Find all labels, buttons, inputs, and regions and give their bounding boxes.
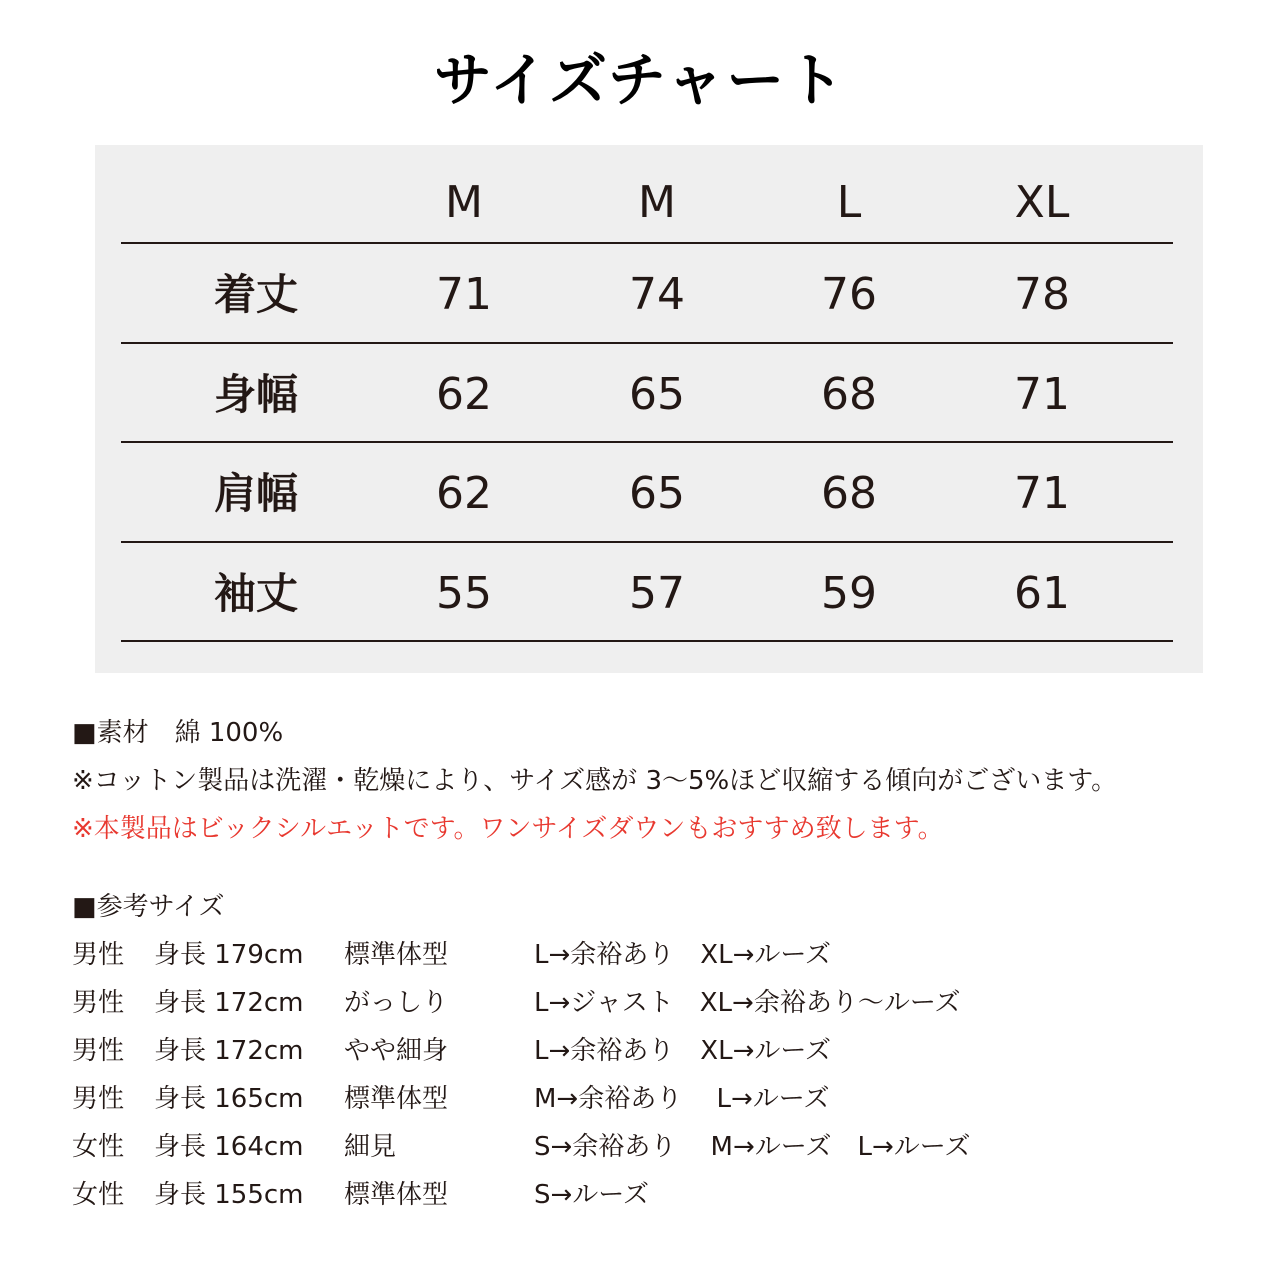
table-cell: 65 <box>629 369 685 420</box>
table-row <box>121 444 1173 543</box>
bigsilhouette-warning: ※本製品はビックシルエットです。ワンサイズダウンもおすすめ致します。 <box>72 814 944 844</box>
table-cell: 76 <box>821 269 877 320</box>
reference-height: 身長 155cm <box>154 1180 304 1210</box>
reference-row <box>72 1075 1222 1123</box>
reference-row <box>72 1123 1222 1171</box>
reference-height: 身長 164cm <box>154 1132 304 1162</box>
row-label: 身幅 <box>213 370 298 419</box>
row-label: 着丈 <box>213 270 298 319</box>
reference-fit: L→ジャスト XL→余裕あり〜ルーズ <box>534 988 961 1018</box>
column-header: M <box>638 177 676 228</box>
row-label: 肩幅 <box>213 469 298 518</box>
table-cell: 61 <box>1014 568 1070 619</box>
table-divider <box>121 441 1173 443</box>
table-cell: 62 <box>436 369 492 420</box>
table-row <box>121 544 1173 643</box>
reference-row <box>72 931 1222 979</box>
reference-gender: 男性 <box>72 940 125 970</box>
row-label: 袖丈 <box>213 569 298 618</box>
reference-fit: S→ルーズ <box>534 1180 649 1210</box>
table-cell: 59 <box>821 568 877 619</box>
table-row <box>121 245 1173 344</box>
reference-fit: L→余裕あり XL→ルーズ <box>534 940 832 970</box>
reference-fit: S→余裕あり M→ルーズ L→ルーズ <box>534 1132 971 1162</box>
reference-gender: 男性 <box>72 988 125 1018</box>
shrink-note: ※コットン製品は洗濯・乾燥により、サイズ感が 3〜5%ほど収縮する傾向がございます。 <box>72 766 1118 796</box>
material-note: ■素材 綿 100% <box>72 718 284 748</box>
reference-body-type: やや細身 <box>344 1036 449 1066</box>
reference-body-type: がっしり <box>344 988 449 1018</box>
table-cell: 65 <box>629 468 685 519</box>
reference-gender: 男性 <box>72 1036 125 1066</box>
reference-row <box>72 1027 1222 1075</box>
reference-body-type: 標準体型 <box>344 1180 449 1210</box>
reference-body-type: 細見 <box>344 1132 397 1162</box>
page-title: サイズチャート <box>433 46 847 114</box>
table-divider <box>121 342 1173 344</box>
table-cell: 71 <box>1014 468 1070 519</box>
table-cell: 78 <box>1014 269 1070 320</box>
table-divider <box>121 640 1173 642</box>
table-cell: 68 <box>821 468 877 519</box>
reference-gender: 男性 <box>72 1084 125 1114</box>
reference-heading: ■参考サイズ <box>72 892 225 922</box>
reference-row <box>72 1171 1222 1219</box>
table-cell: 68 <box>821 369 877 420</box>
reference-fit: M→余裕あり L→ルーズ <box>534 1084 830 1114</box>
table-row <box>121 345 1173 444</box>
table-header-row <box>121 153 1173 252</box>
table-cell: 62 <box>436 468 492 519</box>
table-cell: 55 <box>436 568 492 619</box>
reference-gender: 女性 <box>72 1180 125 1210</box>
reference-gender: 女性 <box>72 1132 125 1162</box>
table-cell: 71 <box>436 269 492 320</box>
column-header: L <box>836 177 862 228</box>
table-cell: 57 <box>629 568 685 619</box>
reference-height: 身長 179cm <box>154 940 304 970</box>
table-cell: 74 <box>629 269 685 320</box>
table-cell: 71 <box>1014 369 1070 420</box>
reference-height: 身長 165cm <box>154 1084 304 1114</box>
column-header: XL <box>1014 177 1070 228</box>
reference-fit: L→余裕あり XL→ルーズ <box>534 1036 832 1066</box>
reference-body-type: 標準体型 <box>344 940 449 970</box>
reference-height: 身長 172cm <box>154 988 304 1018</box>
column-header: M <box>445 177 483 228</box>
reference-row <box>72 979 1222 1027</box>
reference-body-type: 標準体型 <box>344 1084 449 1114</box>
table-divider <box>121 541 1173 543</box>
reference-height: 身長 172cm <box>154 1036 304 1066</box>
table-divider <box>121 242 1173 244</box>
